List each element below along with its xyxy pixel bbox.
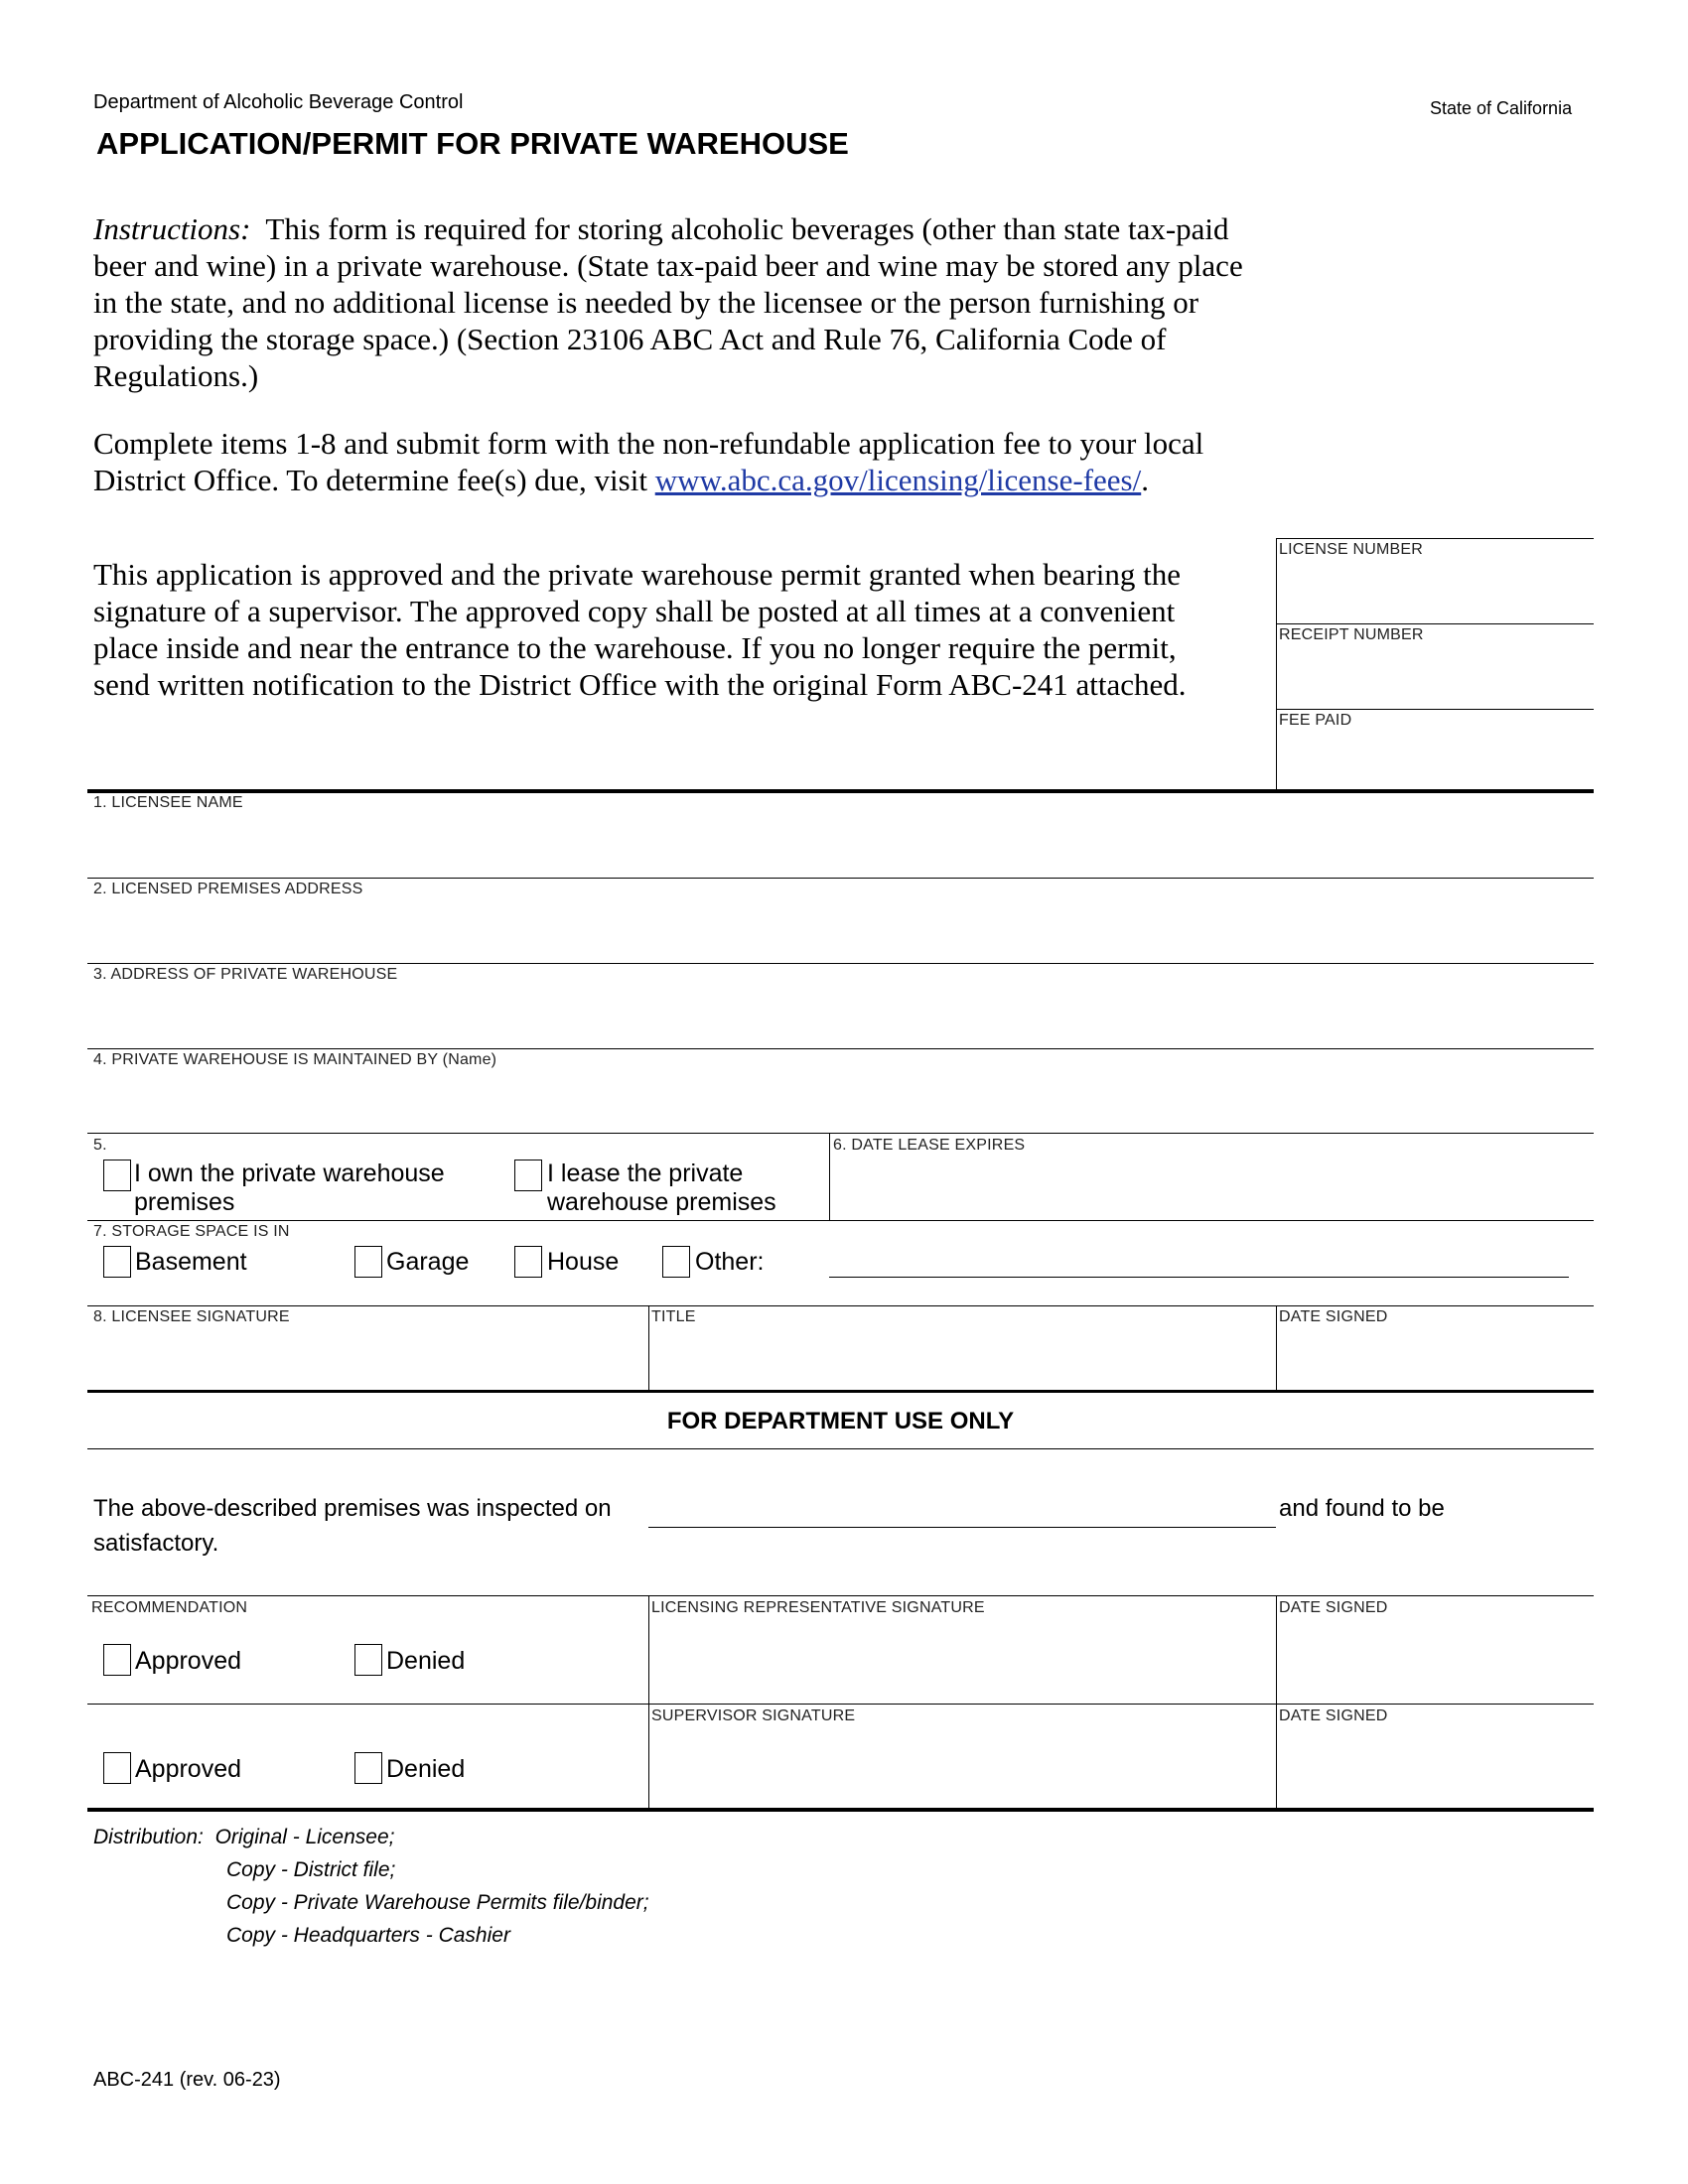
supervisor-denied-label: Denied — [386, 1755, 466, 1783]
distribution-line-4: Copy - Headquarters - Cashier — [226, 1924, 510, 1947]
instructions-text-3: This application is approved and the private warehouse permit granted when bearing the signature of a supervisor. The approved copy shall be posted at all times at a convenient place inside and near the entrance to the warehouse. If you no longer require the permit, send written notification to the District Office with the original Form ABC-241 attached. — [93, 557, 1187, 702]
maintained-by-field[interactable] — [87, 1071, 1594, 1131]
found-text: and found to be — [1279, 1495, 1445, 1522]
basement-checkbox[interactable] — [103, 1246, 131, 1278]
recommendation-label: RECOMMENDATION — [91, 1599, 248, 1616]
premises-address-label: 2. LICENSED PREMISES ADDRESS — [93, 881, 363, 897]
instructions-paragraph-1 — [93, 210, 1245, 394]
own-premises-checkbox[interactable] — [103, 1160, 131, 1191]
receipt-number-label: RECEIPT NUMBER — [1279, 626, 1424, 643]
box-top-line — [1276, 538, 1594, 539]
distribution-line-1: Distribution: Original - Licensee; — [93, 1826, 395, 1848]
rep-signature-label: LICENSING REPRESENTATIVE SIGNATURE — [651, 1599, 985, 1616]
date-lease-expires-field[interactable] — [834, 1158, 1589, 1217]
garage-label: Garage — [386, 1248, 470, 1276]
date-signed-divider — [1276, 1305, 1277, 1391]
rule-3 — [87, 1048, 1594, 1049]
inspected-text: The above-described premises was inspected on — [93, 1495, 612, 1522]
lease-premises-checkbox[interactable] — [514, 1160, 542, 1191]
licensee-signature-label: 8. LICENSEE SIGNATURE — [93, 1308, 290, 1325]
rep-denied-label: Denied — [386, 1647, 466, 1675]
licensee-name-field[interactable] — [87, 814, 1594, 876]
other-text-line — [829, 1277, 1569, 1278]
date-lease-expires-label: 6. DATE LEASE EXPIRES — [833, 1137, 1026, 1154]
house-checkbox[interactable] — [514, 1246, 542, 1278]
garage-checkbox[interactable] — [354, 1246, 382, 1278]
instructions-paragraph-2 — [93, 425, 1225, 498]
warehouse-address-field[interactable] — [87, 986, 1594, 1047]
house-label: House — [547, 1248, 620, 1276]
rep-denied-checkbox[interactable] — [354, 1644, 382, 1676]
fee-paid-label: FEE PAID — [1279, 712, 1352, 729]
inspection-date-line — [648, 1527, 1276, 1528]
item-5-label: 5. — [93, 1137, 107, 1154]
date-signed-field[interactable] — [1279, 1328, 1592, 1388]
distribution-block — [93, 1821, 649, 1952]
title-divider — [648, 1305, 649, 1391]
rep-date-divider — [1276, 1595, 1277, 1808]
other-text-field[interactable] — [829, 1243, 1569, 1277]
rep-date-signed-label: DATE SIGNED — [1279, 1599, 1388, 1616]
own-premises-label: I own the private warehouse premises — [134, 1160, 445, 1216]
other-checkbox[interactable] — [662, 1246, 690, 1278]
premises-address-field[interactable] — [87, 900, 1594, 962]
rule-2 — [87, 963, 1594, 964]
distribution-line-3: Copy - Private Warehouse Permits file/binder; — [226, 1891, 649, 1914]
supervisor-signature-field[interactable] — [651, 1727, 1272, 1805]
supervisor-approved-checkbox[interactable] — [103, 1752, 131, 1784]
box-divider-1 — [1276, 623, 1594, 624]
supervisor-date-signed-label: DATE SIGNED — [1279, 1707, 1388, 1724]
inspection-date-field[interactable] — [648, 1491, 1276, 1527]
supervisor-date-signed-field[interactable] — [1279, 1727, 1592, 1805]
licensee-signature-field[interactable] — [87, 1328, 643, 1388]
title-field[interactable] — [651, 1328, 1272, 1388]
title-label: TITLE — [651, 1308, 696, 1325]
rep-signature-divider — [648, 1595, 649, 1808]
item-6-divider — [829, 1133, 830, 1220]
rule-7 — [87, 1390, 1594, 1393]
license-number-label: LICENSE NUMBER — [1279, 541, 1424, 558]
rule-9 — [87, 1595, 1594, 1596]
rule-8 — [87, 1448, 1594, 1449]
department-use-heading: FOR DEPARTMENT USE ONLY — [666, 1408, 1015, 1434]
instructions-text-2-end: . — [1141, 463, 1149, 497]
instructions-paragraph-3 — [93, 556, 1225, 703]
supervisor-approved-label: Approved — [135, 1755, 242, 1783]
form-title: APPLICATION/PERMIT FOR PRIVATE WAREHOUSE — [96, 126, 849, 161]
warehouse-address-label: 3. ADDRESS OF PRIVATE WAREHOUSE — [93, 966, 398, 983]
rule-6 — [87, 1305, 1594, 1306]
instructions-text-2: Complete items 1-8 and submit form with the non-refundable application fee to your local District Office. To determine fee(s) due, visit — [93, 426, 1204, 497]
rule-10 — [87, 1704, 1594, 1705]
box-left-line — [1276, 538, 1277, 789]
form-top-rule — [87, 789, 1594, 793]
state-name: State of California — [1430, 98, 1573, 118]
instructions-label: Instructions: — [93, 211, 251, 246]
rep-date-signed-field[interactable] — [1279, 1620, 1592, 1700]
other-label: Other: — [695, 1248, 765, 1276]
box-divider-2 — [1276, 709, 1594, 710]
supervisor-signature-label: SUPERVISOR SIGNATURE — [651, 1707, 856, 1724]
rep-approved-checkbox[interactable] — [103, 1644, 131, 1676]
date-signed-label: DATE SIGNED — [1279, 1308, 1388, 1325]
licensee-name-label: 1. LICENSEE NAME — [93, 794, 243, 811]
distribution-line-2: Copy - District file; — [226, 1858, 396, 1881]
storage-space-label: 7. STORAGE SPACE IS IN — [93, 1223, 290, 1240]
rule-5 — [87, 1220, 1594, 1221]
basement-label: Basement — [135, 1248, 247, 1276]
rule-4 — [87, 1133, 1594, 1134]
form-id: ABC-241 (rev. 06-23) — [93, 2069, 281, 2091]
rep-signature-field[interactable] — [651, 1620, 1272, 1700]
supervisor-denied-checkbox[interactable] — [354, 1752, 382, 1784]
fees-link[interactable]: www.abc.ca.gov/licensing/license-fees/ — [654, 463, 1142, 497]
rep-approved-label: Approved — [135, 1647, 242, 1675]
maintained-by-label: 4. PRIVATE WAREHOUSE IS MAINTAINED BY (Name) — [93, 1051, 497, 1068]
rule-1 — [87, 878, 1594, 879]
department-name: Department of Alcoholic Beverage Control — [93, 91, 464, 113]
instructions-text-1: This form is required for storing alcoholic beverages (other than state tax-paid beer and wine) in a private warehouse. (State tax-paid beer and wine may be stored any place in the state, and no additional license is needed by the licensee or the person furnishing or providing the storage space.) (Section 23106 ABC Act and Rule 76, California Code of Regulations.) — [93, 211, 1243, 393]
lease-premises-label: I lease the private warehouse premises — [547, 1160, 776, 1216]
form-bottom-rule — [87, 1808, 1594, 1812]
satisfactory-text: satisfactory. — [93, 1530, 219, 1557]
